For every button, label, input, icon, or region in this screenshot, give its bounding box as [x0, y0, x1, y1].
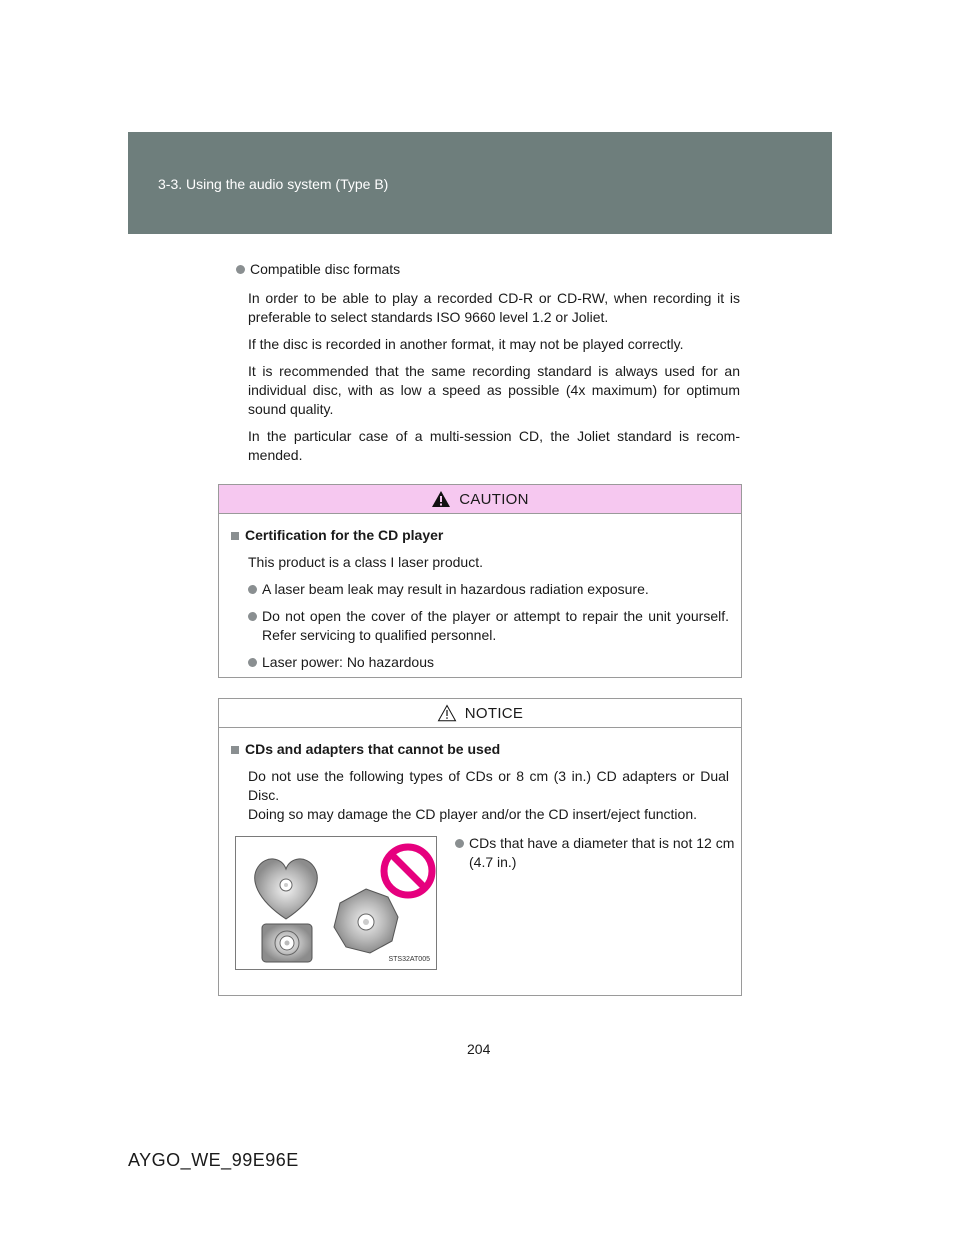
section-title: 3-3. Using the audio system (Type B): [158, 176, 389, 192]
caution-heading-text: Certification for the CD player: [245, 527, 444, 543]
figure-note: [455, 834, 740, 872]
intro-paragraph: In order to be able to play a recorded CD-R or CD-RW, when recording it is preferable to select standards ISO 9660 level 1.2 or Joliet.: [248, 290, 740, 325]
notice-body: [219, 728, 741, 824]
header-band: [128, 132, 832, 234]
bullet-dot-icon: [455, 839, 464, 848]
caution-box: [218, 484, 742, 678]
bullet-dot-icon: [236, 265, 245, 274]
bullet-dot-icon: [248, 612, 257, 621]
list-item: [248, 653, 729, 672]
list-item: [248, 607, 729, 645]
list-item-text: Do not open the cover of the player or attempt to repair the unit yourself. Refer servicing to qualified personnel.: [262, 608, 729, 643]
notice-text: Do not use the following types of CDs or 8 cm (3 in.) CD adapters or Dual Disc.: [248, 768, 729, 803]
figure-note-text: CDs that have a diameter that is not 12 cm (4.7 in.): [469, 835, 735, 870]
notice-text: Doing so may damage the CD player and/or the CD insert/eject function.: [248, 806, 698, 822]
notice-heading-text: CDs and adapters that cannot be used: [245, 741, 501, 757]
intro-paragraph: If the disc is recorded in another format, it may not be played correctly.: [248, 336, 684, 352]
list-item: [248, 580, 729, 599]
square-bullet-icon: [231, 746, 239, 754]
list-item-text: A laser beam leak may result in hazardous radiation exposure.: [262, 581, 649, 597]
notice-heading: [231, 740, 729, 759]
bullet-dot-icon: [248, 585, 257, 594]
bullet-dot-icon: [248, 658, 257, 667]
caution-title: CAUTION: [459, 490, 529, 508]
list-item-text: Laser power: No hazardous: [262, 654, 434, 670]
square-bullet-icon: [231, 532, 239, 540]
intro-heading-text: Compatible disc formats: [250, 261, 401, 277]
intro-paragraph: In the particular case of a multi-session CD, the Joliet standard is recom-mended.: [248, 428, 740, 463]
document-code: AYGO_WE_99E96E: [128, 1150, 299, 1170]
page-number: 204: [467, 1041, 491, 1057]
figure-code: STS32AT005: [388, 956, 430, 963]
caution-body: [219, 514, 741, 672]
notice-header: [219, 699, 741, 728]
intro-section: [236, 260, 740, 473]
intro-paragraph: It is recommended that the same recording standard is always used for an individual disc, with as low a speed as possible (4x maximum) for optimum sound quality.: [248, 363, 740, 417]
unusable-cds-illustration: [236, 837, 438, 971]
notice-title: NOTICE: [464, 704, 524, 722]
intro-heading: [236, 260, 740, 279]
warning-triangle-icon: [431, 490, 451, 508]
cd-illustration: [235, 836, 437, 970]
caution-text: This product is a class I laser product.: [248, 554, 483, 570]
caution-header: [219, 485, 741, 514]
caution-heading: [231, 526, 729, 545]
warning-triangle-outline-icon: [437, 704, 457, 722]
